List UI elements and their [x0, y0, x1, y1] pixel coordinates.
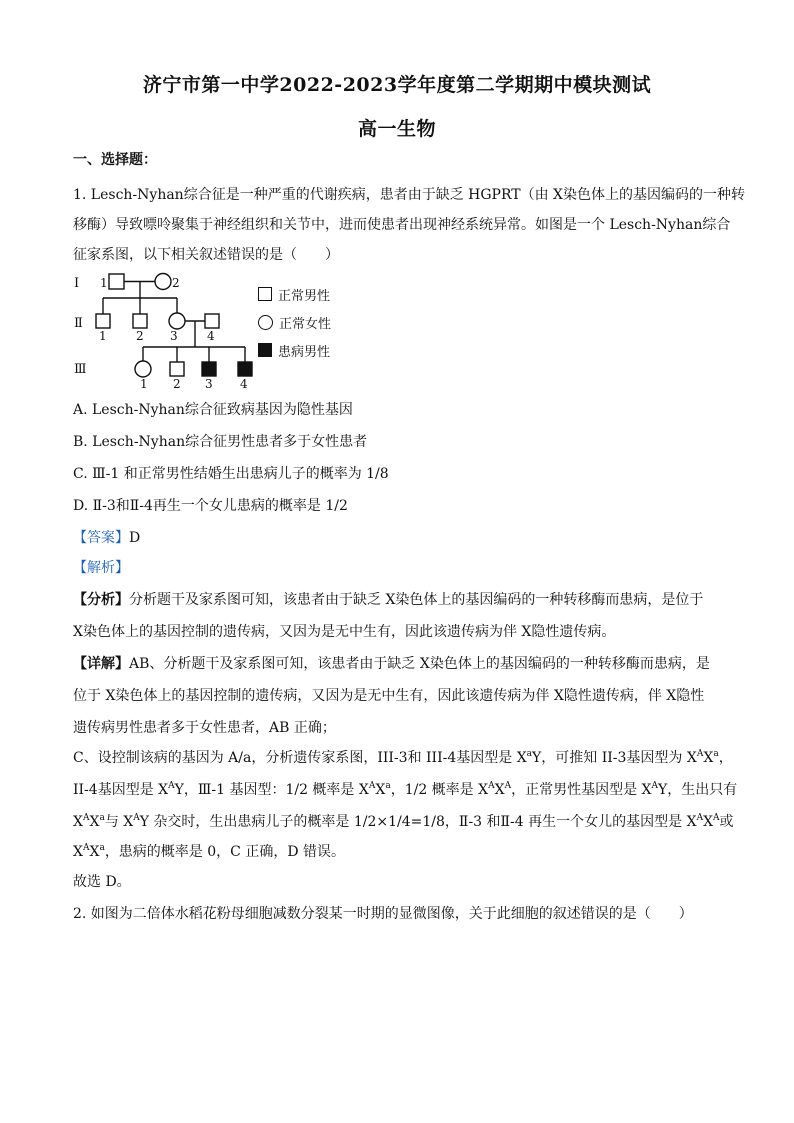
- II-1-number: 1: [99, 329, 107, 343]
- II-4-number: 4: [207, 329, 215, 343]
- q1-stem-line-3: 征家系图，以下相关叙述错误的是（ ）: [73, 247, 339, 263]
- q1-option-c: C. Ⅲ-1 和正常男性结婚生出患病儿子的概率为 1/8: [73, 466, 389, 482]
- normal-female-symbol-icon: [258, 315, 273, 330]
- answer-tag: 【答案】: [73, 530, 129, 546]
- III-3-number: 3: [205, 377, 213, 391]
- legend-affected-male-label: 患病男性: [278, 344, 331, 360]
- xiangjie-line-2: 位于 X染色体上的基因控制的遗传病，又因为是无中生有，因此该遗传病为伴 X隐性遗传病，伴 X隐性: [73, 688, 705, 704]
- II-3-number: 3: [170, 329, 178, 343]
- III-2-number: 2: [173, 377, 181, 391]
- I-1-normal-male: [109, 274, 124, 289]
- legend-affected-male: [258, 336, 331, 364]
- xiangjie-line-4: C、设控制该病的基因为 A/a，分析遗传家系图，III-3和 III-4基因型是 $X^aY$，可推知 II-3基因型为 $X^AX^a$，: [73, 749, 733, 766]
- fenxi-tag: 【分析】: [73, 592, 129, 608]
- III-3-affected-male: [202, 362, 216, 376]
- legend-normal-male: [258, 280, 331, 308]
- xiangjie-line-5: II-4基因型是 $X^AY$，Ⅲ-1 基因型：1/2 概率是 $X^AX^a$，1/2 概率是 $X^AX^A$，正常男性基因型是 $X^AY$，生出只有: [73, 781, 738, 798]
- III-1-number: 1: [140, 377, 148, 391]
- legend-normal-male-label: 正常男性: [278, 288, 331, 304]
- gen-label-I: Ⅰ: [74, 276, 80, 291]
- answer-value: D: [129, 530, 141, 546]
- q2-stem: 2. 如图为二倍体水稻花粉母细胞减数分裂某一时期的显微图像，关于此细胞的叙述错误的是（ ）: [73, 906, 693, 922]
- analysis-tag: 【解析】: [73, 560, 129, 576]
- q1-answer: [73, 528, 733, 548]
- document-title: 济宁市第一中学2022-2023学年度第二学期期中模块测试: [142, 74, 652, 96]
- xiangjie-line-7: $X^AX^a$，患病的概率是 0，C 正确，D 错误。: [73, 843, 346, 860]
- II-2-number: 2: [136, 329, 144, 343]
- pedigree-legend: [258, 280, 331, 364]
- fenxi-line-2: X染色体上的基因控制的遗传病，又因为是无中生有，因此该遗传病为伴 X隐性遗传病。: [73, 624, 616, 640]
- q1-stem-line-1: 1. Lesch-Nyhan综合征是一种严重的代谢疾病，患者由于缺乏 HGPRT（由 X染色体上的基因编码的一种转: [73, 187, 746, 203]
- II-1-normal-male: [96, 314, 110, 328]
- gen-label-II: Ⅱ: [74, 316, 83, 331]
- q1-option-b: B. Lesch-Nyhan综合征男性患者多于女性患者: [73, 434, 368, 450]
- q1-option-a: A. Lesch-Nyhan综合征致病基因为隐性基因: [73, 402, 353, 418]
- I-2-normal-female: [155, 274, 171, 290]
- xiangjie-line-6: $X^AX^a$与 $X^AY$ 杂交时，生出患病儿子的概率是 1/2×1/4=1/8，Ⅱ-3 和Ⅱ-4 再生一个女儿的基因型是 $X^AX^A$或: [73, 813, 734, 830]
- II-3-normal-female: [169, 313, 185, 329]
- xiangjie-line-3: 遗传病男性患者多于女性患者，AB 正确；: [73, 720, 336, 736]
- xiangjie-tag: 【详解】: [73, 656, 129, 672]
- section-heading: 一、选择题：: [73, 152, 157, 168]
- II-2-normal-male: [133, 314, 147, 328]
- I-1-number: 1: [100, 276, 108, 290]
- q1-option-d: D. Ⅱ-3和Ⅱ-4再生一个女儿患病的概率是 1/2: [73, 498, 348, 514]
- normal-male-symbol-icon: [258, 287, 272, 301]
- xiangjie-text-1: AB、分析题干及家系图可知，该患者由于缺乏 X染色体上的基因编码的一种转移酶而患病，是: [129, 656, 710, 672]
- affected-male-symbol-icon: [258, 343, 272, 357]
- xiangjie-line-1: [73, 654, 733, 674]
- III-2-normal-male: [170, 362, 184, 376]
- legend-normal-female: [258, 308, 331, 336]
- III-1-normal-female: [135, 361, 151, 377]
- legend-normal-female-label: 正常女性: [279, 316, 332, 332]
- document-subtitle: 高一生物: [357, 118, 436, 140]
- fenxi-line-1: [73, 590, 733, 610]
- pedigree-chart: [60, 265, 260, 395]
- III-4-number: 4: [240, 377, 248, 391]
- gen-label-III: Ⅲ: [74, 362, 87, 377]
- III-4-affected-male: [238, 362, 252, 376]
- q1-stem-line-2: 移酶）导致嘌呤聚集于神经组织和关节中，进而使患者出现神经系统异常。如图是一个 Lesch-Nyhan综合: [73, 217, 731, 233]
- q1-conclusion: 故选 D。: [73, 874, 131, 890]
- II-4-normal-male: [205, 314, 219, 328]
- I-2-number: 2: [172, 276, 180, 290]
- fenxi-text-1: 分析题干及家系图可知，该患者由于缺乏 X染色体上的基因编码的一种转移酶而患病，是位于: [129, 592, 704, 608]
